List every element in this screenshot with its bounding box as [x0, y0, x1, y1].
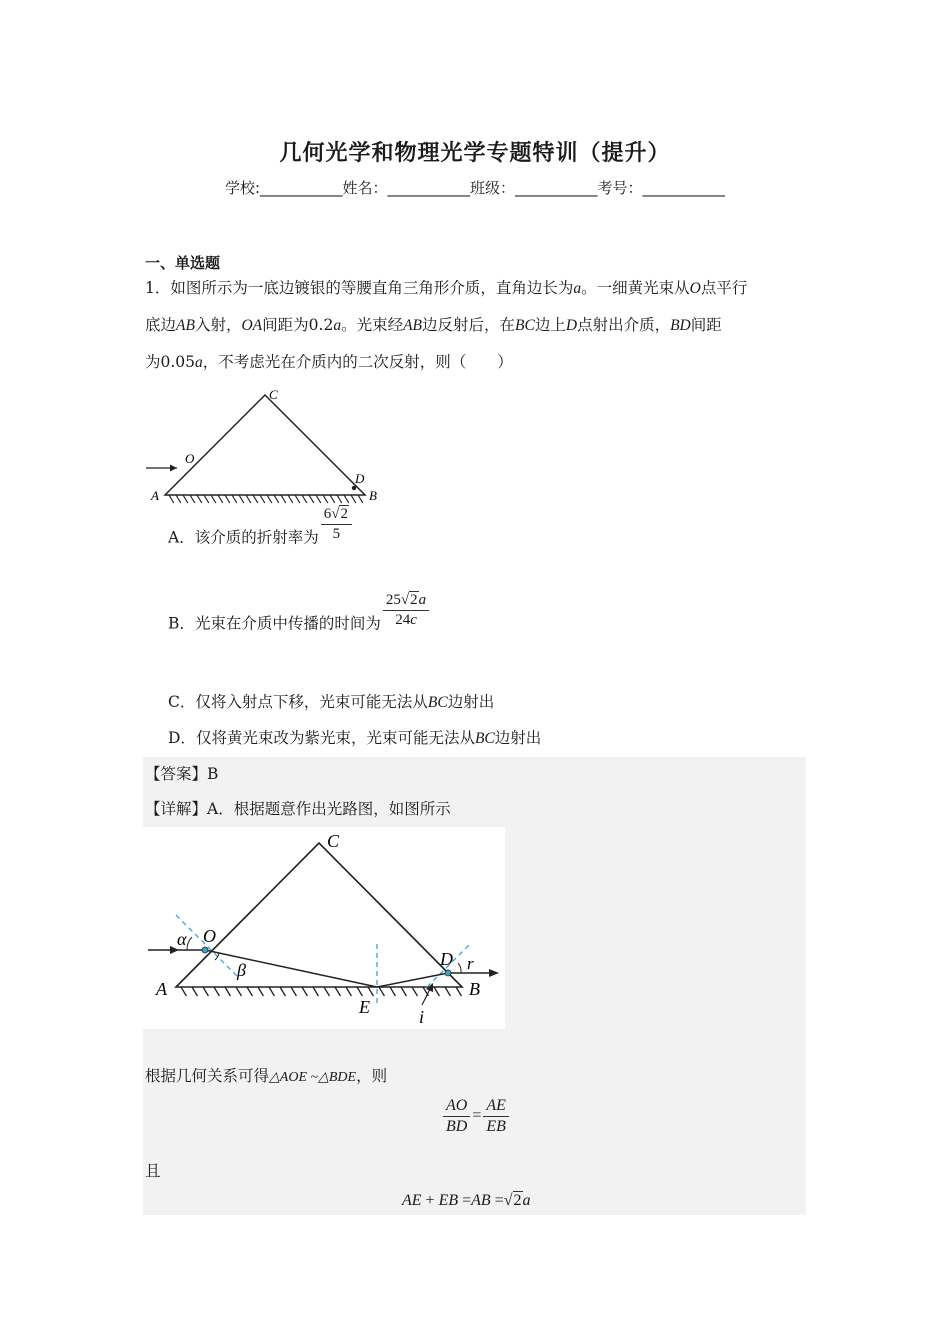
label-a: A [151, 488, 159, 503]
hatch-mark [239, 495, 244, 503]
hatch-mark [281, 495, 286, 503]
hatch-mark [295, 495, 300, 503]
option-d[interactable] [168, 726, 541, 748]
stem-text: 为 [145, 353, 161, 371]
option-text: 该介质的折射率为 [194, 528, 319, 547]
hatch-mark [218, 495, 223, 503]
num-coef: 6 [323, 506, 332, 522]
geometry-relation-line [145, 1064, 387, 1086]
fraction: $\frac{25√2a}{24c}$ [383, 592, 429, 629]
hatch-mark [246, 495, 251, 503]
label-b: B [369, 488, 377, 503]
stem-text: 。光束经 [341, 316, 404, 334]
option-text: 边射出 [494, 729, 542, 747]
point-d-dot [352, 486, 356, 490]
fraction-ao-bd [443, 1097, 470, 1136]
hatch-mark [225, 495, 230, 503]
var-a: a [333, 317, 342, 334]
ratio-equation [441, 1097, 511, 1136]
silvered-hatching [169, 495, 363, 503]
hatch-mark [309, 495, 314, 503]
stem-text: 如图所示为一底边镀银的等腰直角三角形介质，直角边长为 [170, 279, 574, 297]
label-d: D [440, 949, 453, 969]
hatch-mark [211, 495, 216, 503]
var-AB: AB [176, 317, 195, 334]
value-0-2: 0.2 [308, 316, 334, 334]
answer-label: 【答案】 [145, 765, 208, 783]
label-o: O [185, 451, 195, 466]
label-d: D [355, 471, 365, 486]
label-alpha: α [177, 929, 187, 949]
hatch-mark [302, 495, 307, 503]
arrow-head-icon [170, 465, 177, 472]
hatch-mark [323, 495, 328, 503]
similar-symbol: ~ [310, 1070, 319, 1085]
den-var: c [410, 612, 417, 628]
exam-no-label: 考号： [597, 179, 643, 197]
hatch-mark [190, 495, 195, 503]
hatch-mark [358, 495, 363, 503]
triangle-outline [165, 395, 365, 495]
equals-sign: = [462, 1192, 472, 1209]
var-a: a [522, 1192, 531, 1209]
stem-text: 入射， [194, 316, 242, 334]
relation-text: 根据几何关系可得 [145, 1067, 270, 1085]
var-D: D [565, 317, 578, 334]
hatch-mark [288, 495, 293, 503]
plus-sign: + [425, 1192, 435, 1209]
hatch-mark [274, 495, 279, 503]
term-ae: AE [402, 1192, 422, 1209]
name-blank: ___________ [387, 179, 471, 197]
denominator: EB [486, 1118, 506, 1135]
class-label: 班级： [470, 179, 516, 197]
stem-text: 底边 [145, 316, 177, 334]
stem-text: ，不考虑光在介质内的二次反射，则（ ） [202, 353, 513, 371]
label-b: B [469, 979, 480, 999]
figure-background [143, 827, 505, 1029]
detail-label: 【详解】 [145, 800, 208, 818]
stem-text: 。一细黄光束从 [581, 279, 690, 297]
triangle-aoe: △AOE [269, 1070, 307, 1085]
den-coef: 24 [395, 612, 411, 628]
stem-text: 点射出介质， [577, 316, 671, 334]
option-letter: A． [168, 528, 195, 547]
light-path-diagram [143, 827, 505, 1029]
name-label: 姓名： [342, 179, 388, 197]
num-root: 2 [340, 506, 348, 522]
school-blank: ___________ [260, 179, 343, 197]
label-r: r [467, 954, 474, 973]
label-c: C [269, 387, 278, 402]
equals-sign: = [494, 1192, 504, 1209]
var-BC: BC [515, 317, 535, 334]
num-root: 2 [410, 592, 418, 608]
stem-text: 点平行 [700, 279, 748, 297]
question-stem [145, 270, 810, 381]
point-d-dot [445, 970, 451, 976]
school-label: 学校: [224, 179, 260, 197]
option-letter: B． [168, 614, 195, 633]
var-AB: AB [403, 317, 423, 334]
term-ab: AB [471, 1192, 491, 1209]
var-a: a [195, 354, 203, 371]
question-number: 1． [145, 279, 171, 297]
hatch-mark [183, 495, 188, 503]
answer-line [145, 762, 218, 784]
hatch-mark [330, 495, 335, 503]
fraction: $\frac{6√2}{5}$ [321, 506, 352, 543]
hatch-mark [344, 495, 349, 503]
option-a[interactable] [168, 506, 354, 557]
option-letter: C． [168, 693, 196, 711]
option-text: 光束在介质中传播的时间为 [194, 614, 381, 633]
label-e: E [359, 997, 370, 1017]
value-0-05: 0.05 [160, 353, 196, 371]
stem-text: 间距为 [262, 316, 309, 334]
label-beta: β [237, 960, 246, 980]
option-text: 仅将黄光束改为紫光束，光束可能无法从 [195, 729, 475, 747]
hatch-mark [316, 495, 321, 503]
num-coef: 25 [385, 592, 401, 608]
numerator: AE [483, 1097, 509, 1117]
class-blank: ___________ [515, 179, 598, 197]
option-text: 边射出 [447, 693, 495, 711]
hatch-mark [351, 495, 356, 503]
var-BC: BC [427, 694, 448, 711]
detail-text: A．根据题意作出光路图，如图所示 [207, 800, 451, 818]
var-O: O [689, 280, 701, 297]
stem-text: 边反射后，在 [422, 316, 516, 334]
num-var: a [418, 592, 427, 608]
hatch-mark [169, 495, 174, 503]
hatch-mark [253, 495, 258, 503]
exam-no-blank: ___________ [642, 179, 726, 197]
triangle-bde: △BDE [318, 1070, 357, 1085]
stem-text: 边上 [534, 316, 566, 334]
root-2: 2 [513, 1192, 522, 1209]
var-a: a [573, 280, 582, 297]
option-letter: D． [168, 729, 196, 747]
denominator: 5 [332, 526, 341, 542]
exam-info-line [0, 177, 950, 198]
var-OA: OA [241, 317, 263, 334]
label-c: C [327, 831, 340, 851]
hatch-mark [232, 495, 237, 503]
var-BC: BC [474, 730, 495, 747]
stem-text: 间距 [690, 316, 722, 334]
hatch-mark [337, 495, 342, 503]
document-title: 几何光学和物理光学专题特训（提升） [279, 141, 671, 166]
fraction-ae-eb [483, 1097, 509, 1136]
label-i: i [419, 1007, 425, 1027]
answer-value: B [207, 765, 219, 783]
similar-triangles-expr [269, 1070, 356, 1085]
point-o-dot [202, 947, 208, 953]
sum-equation: AE + EB =AB =√2a [402, 1192, 531, 1209]
relation-text: ，则 [356, 1067, 388, 1085]
section-heading: 一、单选题 [145, 254, 221, 272]
term-eb: EB [438, 1192, 459, 1209]
denominator: BD [446, 1118, 468, 1135]
label-o: O [203, 926, 216, 946]
option-b[interactable] [168, 592, 431, 643]
hatch-mark [260, 495, 265, 503]
prism-diagram [143, 385, 388, 510]
detail-line [145, 797, 451, 819]
equals-sign: = [472, 1107, 482, 1125]
label-a: A [156, 979, 167, 999]
option-c[interactable] [168, 690, 494, 712]
var-BD: BD [670, 317, 691, 334]
hatch-mark [267, 495, 272, 503]
and-line: 且 [145, 1162, 161, 1180]
numerator: AO [443, 1097, 470, 1117]
option-text: 仅将入射点下移，光束可能无法从 [195, 693, 428, 711]
hatch-mark [204, 495, 209, 503]
hatch-mark [197, 495, 202, 503]
hatch-mark [176, 495, 181, 503]
